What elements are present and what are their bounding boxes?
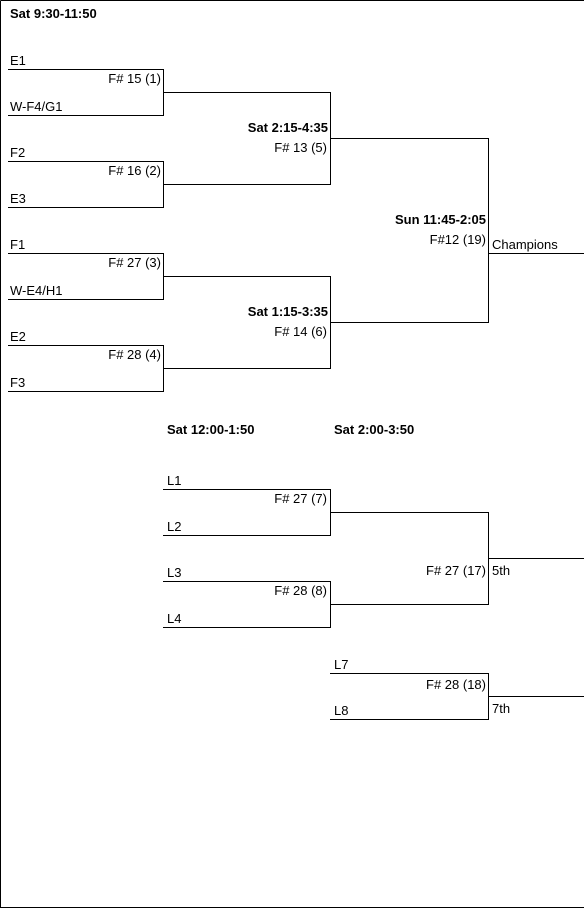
team-slot-l7: L7 <box>334 657 349 672</box>
seventh-place-label: 7th <box>492 701 511 716</box>
game-17-field: F# 27 (17) <box>426 563 486 578</box>
game-6-field: F# 14 (6) <box>274 324 327 339</box>
session-time-sat-morning: Sat 9:30-11:50 <box>10 6 97 21</box>
team-slot-w-f4-g1: W-F4/G1 <box>10 99 63 114</box>
consolation-round-1-time: Sat 12:00-1:50 <box>167 422 255 437</box>
final-time: Sun 11:45-2:05 <box>394 212 486 227</box>
team-slot-f1: F1 <box>10 237 26 252</box>
team-slot-w-e4-h1: W-E4/H1 <box>10 283 63 298</box>
team-slot-l8: L8 <box>334 703 349 718</box>
team-slot-l1: L1 <box>167 473 182 488</box>
fifth-place-label: 5th <box>492 563 511 578</box>
semifinal-1-time: Sat 2:15-4:35 <box>247 120 328 135</box>
team-slot-e3: E3 <box>10 191 26 206</box>
team-slot-e2: E2 <box>10 329 26 344</box>
champions-label: Champions <box>492 237 558 252</box>
game-2-field: F# 16 (2) <box>108 163 161 178</box>
team-slot-e1: E1 <box>10 53 26 68</box>
consolation-round-2-time: Sat 2:00-3:50 <box>334 422 415 437</box>
game-7-field: F# 27 (7) <box>274 491 327 506</box>
game-4-field: F# 28 (4) <box>108 347 161 362</box>
semifinal-2-time: Sat 1:15-3:35 <box>247 304 328 319</box>
team-slot-l2: L2 <box>167 519 182 534</box>
game-5-field: F# 13 (5) <box>274 140 327 155</box>
game-19-field: F#12 (19) <box>429 232 486 247</box>
team-slot-l4: L4 <box>167 611 182 626</box>
team-slot-f3: F3 <box>10 375 26 390</box>
team-slot-f2: F2 <box>10 145 26 160</box>
game-1-field: F# 15 (1) <box>108 71 161 86</box>
game-3-field: F# 27 (3) <box>108 255 161 270</box>
game-8-field: F# 28 (8) <box>274 583 327 598</box>
game-18-field: F# 28 (18) <box>426 677 486 692</box>
team-slot-l3: L3 <box>167 565 182 580</box>
